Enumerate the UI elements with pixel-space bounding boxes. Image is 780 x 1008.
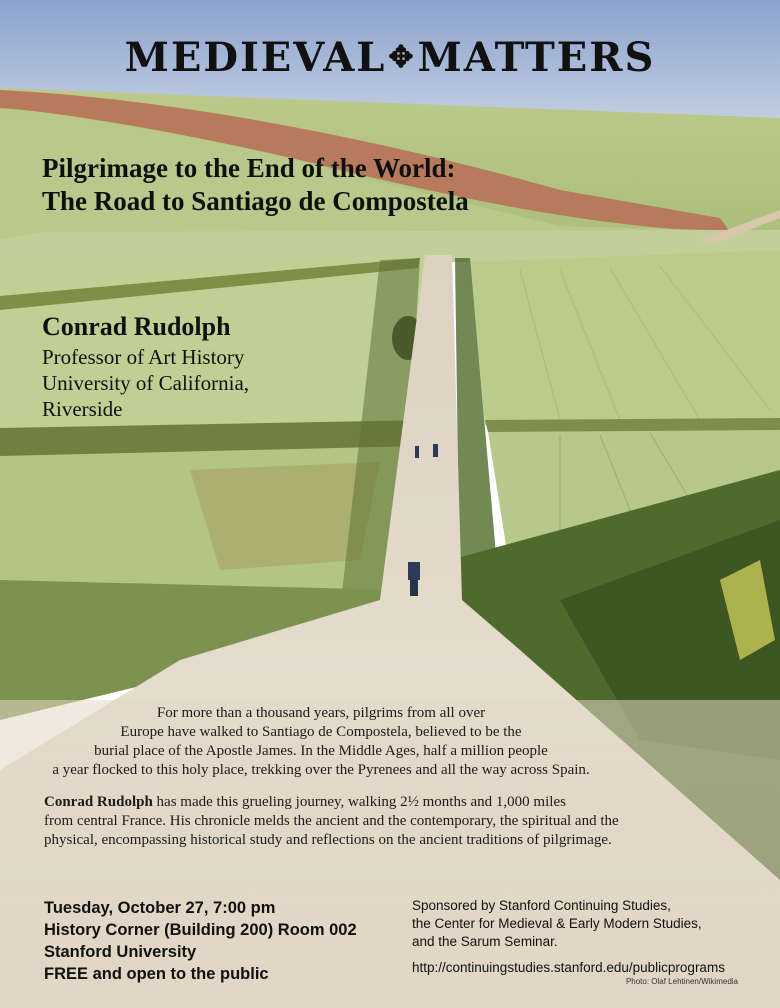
speaker-affiliation-2: Riverside — [42, 397, 123, 421]
sponsor-line: and the Sarum Seminar. — [412, 934, 558, 949]
title-line-2: The Road to Santiago de Compostela — [42, 186, 469, 216]
speaker-affiliation-1: University of California, — [42, 371, 250, 395]
sponsor-block — [412, 897, 725, 977]
intro-paragraph — [36, 704, 606, 780]
event-admission: FREE and open to the public — [44, 965, 269, 983]
speaker-name: Conrad Rudolph — [42, 312, 231, 341]
intro-line: For more than a thousand years, pilgrims from all over — [156, 705, 486, 721]
event-details — [44, 897, 357, 985]
programs-link[interactable]: http://continuingstudies.stanford.edu/publicprograms — [412, 960, 725, 975]
bio-line-1-text: has made this grueling journey, walking 2½ months and 1,000 miles — [152, 794, 566, 810]
bio-line — [44, 793, 664, 812]
intro-line: Europe have walked to Santiago de Compostela, believed to be the — [120, 724, 522, 740]
speaker-role: Professor of Art History — [42, 345, 245, 369]
intro-line: burial place of the Apostle James. In the Middle Ages, half a million people — [94, 743, 548, 759]
photo-credit: Photo: Olaf Lehtinen/Wikimedia — [625, 977, 738, 986]
speaker-block — [42, 310, 249, 422]
intro-line: a year flocked to this holy place, trekking over the Pyrenees and all the way across Spain. — [52, 762, 590, 778]
bio-line: from central France. His chronicle melds the ancient and the contemporary, the spiritual and the — [44, 813, 619, 829]
event-date: Tuesday, October 27, 7:00 pm — [44, 899, 276, 917]
bio-speaker-name: Conrad Rudolph — [44, 794, 153, 810]
bio-line: physical, encompassing historical study and reflections on the ancient traditions of pilgrimage. — [44, 832, 612, 848]
masthead — [0, 34, 780, 81]
lecture-title — [42, 152, 469, 218]
masthead-word-left: MEDIEVAL — [124, 34, 387, 81]
sponsor-line: Sponsored by Stanford Continuing Studies, — [412, 898, 671, 913]
cross-ornament-icon: ✥ — [388, 40, 416, 75]
masthead-word-right: MATTERS — [417, 34, 656, 81]
event-venue: History Corner (Building 200) Room 002 — [44, 921, 357, 939]
title-line-1: Pilgrimage to the End of the World: — [42, 153, 456, 183]
event-institution: Stanford University — [44, 943, 197, 961]
sponsor-line: the Center for Medieval & Early Modern Studies, — [412, 916, 702, 931]
bio-paragraph — [44, 793, 664, 850]
